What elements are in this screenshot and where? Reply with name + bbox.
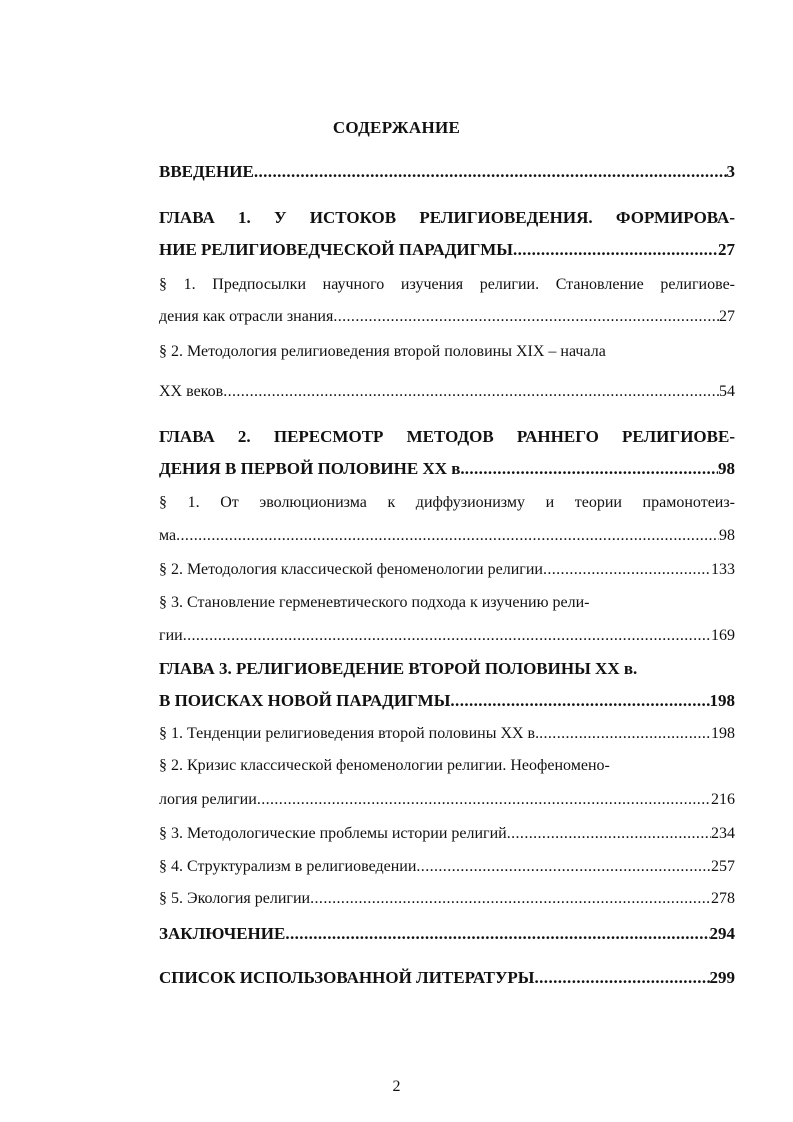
dot-leader: [416, 857, 711, 877]
toc-page-number: 54: [719, 383, 735, 400]
toc-section-3-5-entry: [159, 889, 735, 909]
dot-leader: [183, 626, 711, 646]
toc-entry-label: ДЕНИЯ В ПЕРВОЙ ПОЛОВИНЕ XX в.: [159, 459, 465, 478]
toc-page-number: 299: [709, 968, 735, 987]
toc-section-3-3-entry: [159, 824, 735, 844]
toc-chapter-1-entry: [159, 240, 735, 260]
toc-entry-label: § 4. Структурализм в религиоведении: [159, 858, 417, 875]
toc-section-1-1-heading: § 1. Предпосылки научного изучения религии. Становление религиове-: [159, 276, 735, 293]
toc-page-number: 198: [709, 691, 735, 710]
dot-leader: [285, 924, 709, 944]
toc-section-2-3-entry: [159, 626, 735, 646]
dot-leader: [535, 968, 710, 988]
toc-section-1-2-entry: [159, 382, 735, 402]
dot-leader: [539, 724, 711, 744]
dot-leader: [507, 824, 711, 844]
toc-entry-label: XX веков: [159, 383, 224, 400]
toc-section-2-1-heading: § 1. От эволюционизма к диффузионизму и теории прамонотеиз-: [159, 494, 735, 511]
toc-page-number: 98: [718, 459, 735, 478]
toc-section-1-1-entry: [159, 307, 735, 327]
toc-section-2-1-entry: [159, 526, 735, 546]
toc-page-number: 257: [711, 858, 735, 875]
toc-entry-label: ЗАКЛЮЧЕНИЕ: [159, 924, 286, 943]
toc-chapter-3-heading: ГЛАВА 3. РЕЛИГИОВЕДЕНИЕ ВТОРОЙ ПОЛОВИНЫ XX в.: [159, 659, 638, 678]
toc-section-3-4-entry: [159, 857, 735, 877]
page-title: СОДЕРЖАНИЕ: [332, 118, 461, 137]
toc-entry-label: § 1. Тенденции религиоведения второй половины XX в.: [159, 725, 540, 742]
toc-entry-label: В ПОИСКАХ НОВОЙ ПАРАДИГМЫ: [159, 691, 451, 710]
toc-entry-conclusion: [159, 924, 735, 944]
toc-section-3-2-heading: § 2. Кризис классической феноменологии религии. Неофеномено-: [159, 757, 610, 774]
toc-entry-label: ма: [159, 527, 177, 544]
dot-leader: [254, 162, 727, 182]
toc-entry-label: § 2. Методология классической феноменологии религии: [159, 561, 543, 578]
toc-chapter-2-entry: [159, 459, 735, 479]
toc-entry-label: дения как отрасли знания: [159, 308, 334, 325]
toc-chapter-3-entry: [159, 691, 735, 711]
toc-page-number: 3: [726, 162, 735, 181]
toc-chapter-1-heading: ГЛАВА 1. У ИСТОКОВ РЕЛИГИОВЕДЕНИЯ. ФОРМИРОВА-: [159, 208, 735, 227]
toc-entry-label: НИЕ РЕЛИГИОВЕДЧЕСКОЙ ПАРАДИГМЫ: [159, 240, 513, 259]
dot-leader: [513, 240, 718, 260]
toc-page-number: 98: [719, 527, 735, 544]
dot-leader: [257, 790, 711, 810]
toc-page-number: 27: [719, 308, 735, 325]
toc-page-number: 27: [718, 240, 735, 259]
dot-leader: [543, 560, 711, 580]
toc-entry-label: § 3. Методологические проблемы истории религий: [159, 825, 507, 842]
toc-section-2-2-entry: [159, 560, 735, 580]
toc-entry-introduction: [159, 162, 735, 182]
toc-entry-label: § 5. Экология религии: [159, 890, 311, 907]
toc-page-number: 169: [711, 627, 735, 644]
dot-leader: [223, 382, 719, 402]
toc-section-3-2-entry: [159, 790, 735, 810]
toc-page-number: 133: [711, 561, 735, 578]
toc-section-3-1-entry: [159, 724, 735, 744]
toc-entry-label: ВВЕДЕНИЕ: [159, 162, 254, 181]
toc-entry-label: гии: [159, 627, 183, 644]
toc-page-number: 198: [711, 725, 735, 742]
dot-leader: [333, 307, 719, 327]
dot-leader: [465, 459, 718, 479]
toc-section-2-3-heading: § 3. Становление герменевтического подхода к изучению рели-: [159, 594, 590, 611]
toc-section-1-2-heading: § 2. Методология религиоведения второй половины XIX – начала: [159, 343, 606, 360]
page-number: 2: [392, 1078, 401, 1095]
toc-page-number: 294: [709, 924, 735, 943]
toc-page-number: 216: [711, 791, 735, 808]
toc-entry-label: СПИСОК ИСПОЛЬЗОВАННОЙ ЛИТЕРАТУРЫ: [159, 968, 535, 987]
toc-entry-bibliography: [159, 968, 735, 988]
dot-leader: [176, 526, 719, 546]
dot-leader: [450, 691, 709, 711]
toc-entry-label: логия религии: [159, 791, 257, 808]
dot-leader: [310, 889, 711, 909]
toc-page-number: 278: [711, 890, 735, 907]
toc-page-number: 234: [711, 825, 735, 842]
toc-chapter-2-heading: ГЛАВА 2. ПЕРЕСМОТР МЕТОДОВ РАННЕГО РЕЛИГИОВЕ-: [159, 427, 735, 446]
